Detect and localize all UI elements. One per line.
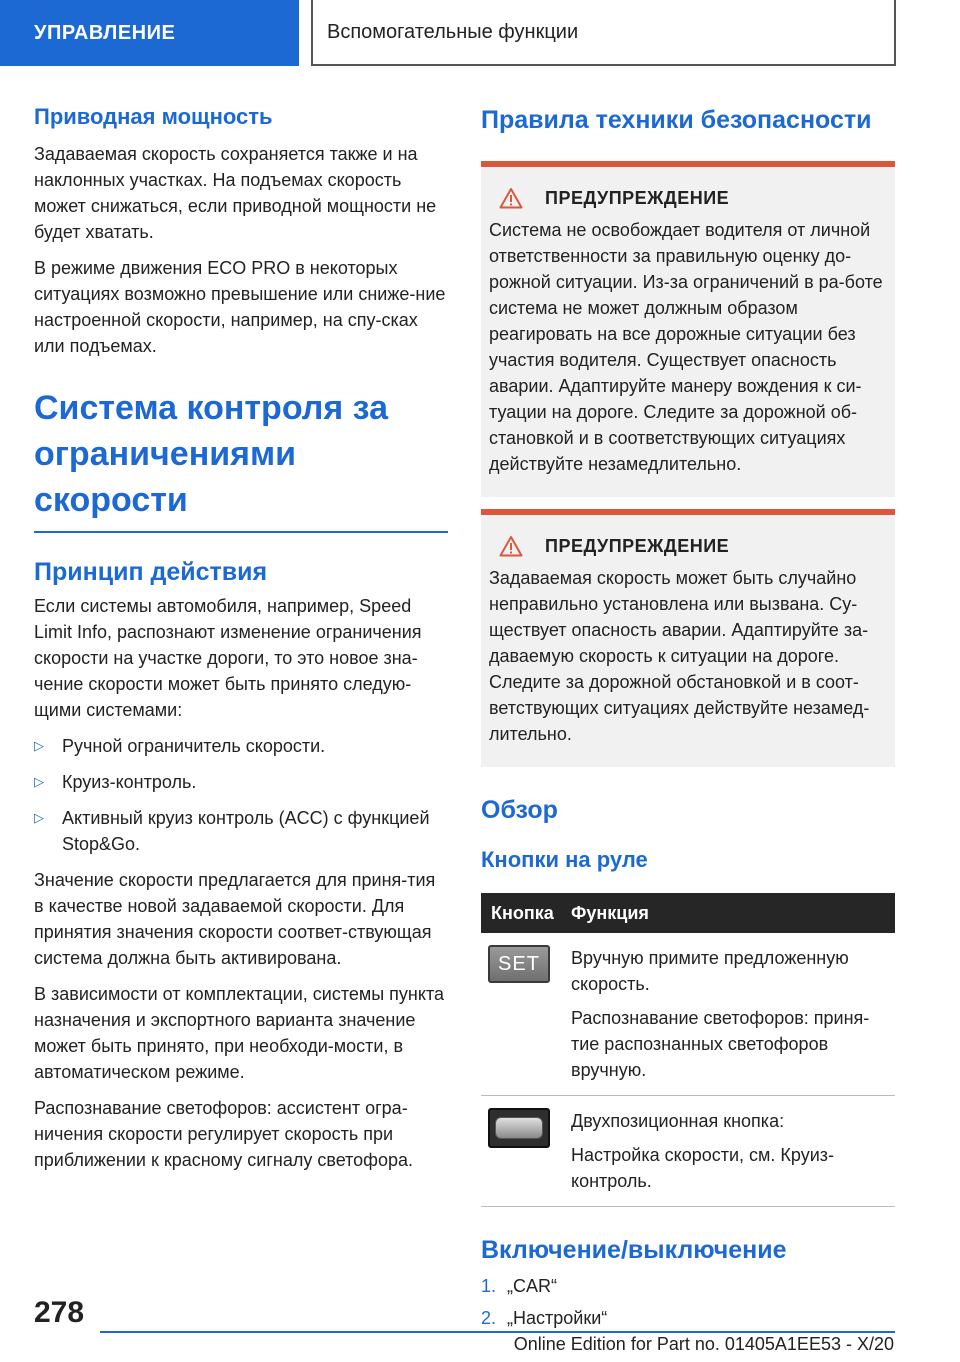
chapter-tab	[0, 0, 299, 66]
page-number: 278	[34, 1296, 85, 1329]
set-button-label: SET	[498, 952, 540, 975]
function-cell	[571, 1108, 895, 1194]
overview-heading: Обзор	[481, 796, 558, 824]
step-number: 1.	[481, 1276, 497, 1296]
drive-power-para-2: В режиме движения ECO PRO в некоторых ситуациях возможно превышение или сниже-ние настроенной скорости, например, на спу-сках или подъемах.	[34, 258, 446, 356]
drive-power-heading: Приводная мощность	[34, 104, 273, 129]
safety-heading: Правила техники безопасности	[481, 106, 872, 134]
warning-box	[481, 515, 895, 767]
warning-triangle-icon	[499, 187, 523, 209]
list-item	[34, 769, 448, 795]
triangle-bullet-icon: ▷	[34, 738, 44, 753]
list-item-text: Круиз-контроль.	[62, 772, 197, 792]
warning-header	[499, 187, 887, 209]
function-text: Распознавание светофоров: приня-тие распознанных светофоров вручную.	[571, 1008, 870, 1080]
warning-triangle-icon	[499, 535, 523, 557]
table-header	[481, 893, 895, 933]
right-column	[481, 100, 895, 1331]
drive-power-para-1: Задаваемая скорость сохраняется также и на наклонных участках. На подъемах скорость может снижаться, если приводной мощности не будет хватать.	[34, 144, 437, 242]
button-cell	[481, 945, 571, 1083]
function-text: Вручную примите предложенную скорость.	[571, 948, 849, 994]
principle-para-4: Распознавание светофоров: ассистент огра-ничения скорости регулирует скорость при приближении к красному сигналу светофора.	[34, 1098, 414, 1170]
step-text: „CAR“	[507, 1276, 557, 1296]
list-item	[34, 733, 448, 759]
buttons-table	[481, 893, 895, 1207]
on-off-heading: Включение/выключение	[481, 1236, 787, 1264]
rocker-switch-icon	[488, 1108, 550, 1148]
step-text: „Настройки“	[507, 1308, 608, 1328]
function-text: Двухпозиционная кнопка:	[571, 1111, 785, 1131]
list-item	[34, 805, 448, 857]
rocker-switch-face	[495, 1117, 543, 1139]
edition-footer: Online Edition for Part no. 01405A1EE53 - X/20	[513, 1334, 894, 1354]
column-header-button: Кнопка	[491, 902, 554, 923]
list-item-text: Активный круиз контроль (ACC) с функцией Stop&Go.	[62, 808, 430, 854]
triangle-bullet-icon: ▷	[34, 810, 44, 825]
list-item	[481, 1273, 895, 1299]
section-title: Вспомогательные функции	[327, 20, 579, 43]
principle-para-1: Если системы автомобиля, например, Speed Limit Info, распознают изменение ограничения скорости на участке дороги, то это новое зна-чение скорости может быть принято следую-щими системами:	[34, 596, 422, 720]
set-button-icon	[488, 945, 550, 983]
table-row	[481, 933, 895, 1096]
triangle-bullet-icon: ▷	[34, 774, 44, 789]
steering-buttons-heading: Кнопки на руле	[481, 847, 648, 872]
warning-label: ПРЕДУПРЕЖДЕНИЕ	[545, 535, 730, 556]
footer-rule	[100, 1331, 895, 1333]
column-header-function: Функция	[571, 902, 649, 923]
warning-text: Задаваемая скорость может быть случайно неправильно установлена или вызвана. Су-ществует опасность аварии. Адаптируйте за-даваемую скорость к ситуации на дороге. Следите за дорожной обстановкой и в соот-ветствующих ситуациях действуйте незамед-лительно.	[489, 568, 870, 744]
warning-text: Система не освобождает водителя от личной ответственности за правильную оценку до-рожной ситуации. Из-за ограничений в ра-боте система не может должным образом реагировать на все дорожные ситуации без участия водителя. Существует опасность аварии. Адаптируйте манеру вождения к си-туации на дороге. Следите за дорожной об-становкой и в соответствующих ситуациях действуйте незамедлительно.	[489, 220, 883, 474]
section-header	[311, 0, 896, 66]
button-cell	[481, 1108, 571, 1194]
left-column	[34, 100, 448, 1173]
list-item	[481, 1305, 895, 1331]
warning-label: ПРЕДУПРЕЖДЕНИЕ	[545, 187, 730, 208]
systems-list	[34, 733, 448, 857]
warning-box	[481, 167, 895, 497]
steps-list	[481, 1273, 895, 1331]
warning-header	[499, 535, 887, 557]
speed-limit-system-title: Система контроля за ограничениями скорости	[34, 389, 388, 519]
principle-para-3: В зависимости от комплектации, системы пункта назначения и экспортного варианта значение может быть принято, при необходи-мости, в автоматическом режиме.	[34, 984, 445, 1082]
list-item-text: Ручной ограничитель скорости.	[62, 736, 326, 756]
chapter-title: УПРАВЛЕНИЕ	[34, 21, 176, 44]
function-cell	[571, 945, 895, 1083]
principle-para-2: Значение скорости предлагается для приня-тия в качестве новой задаваемой скорости. Для принятия значения скорости соответ-ствующая система должна быть активирована.	[34, 870, 436, 968]
table-row	[481, 1096, 895, 1207]
title-underline	[34, 531, 448, 533]
step-number: 2.	[481, 1308, 497, 1328]
function-text: Настройка скорости, см. Круиз-контроль.	[571, 1145, 834, 1191]
principle-heading: Принцип действия	[34, 558, 268, 586]
